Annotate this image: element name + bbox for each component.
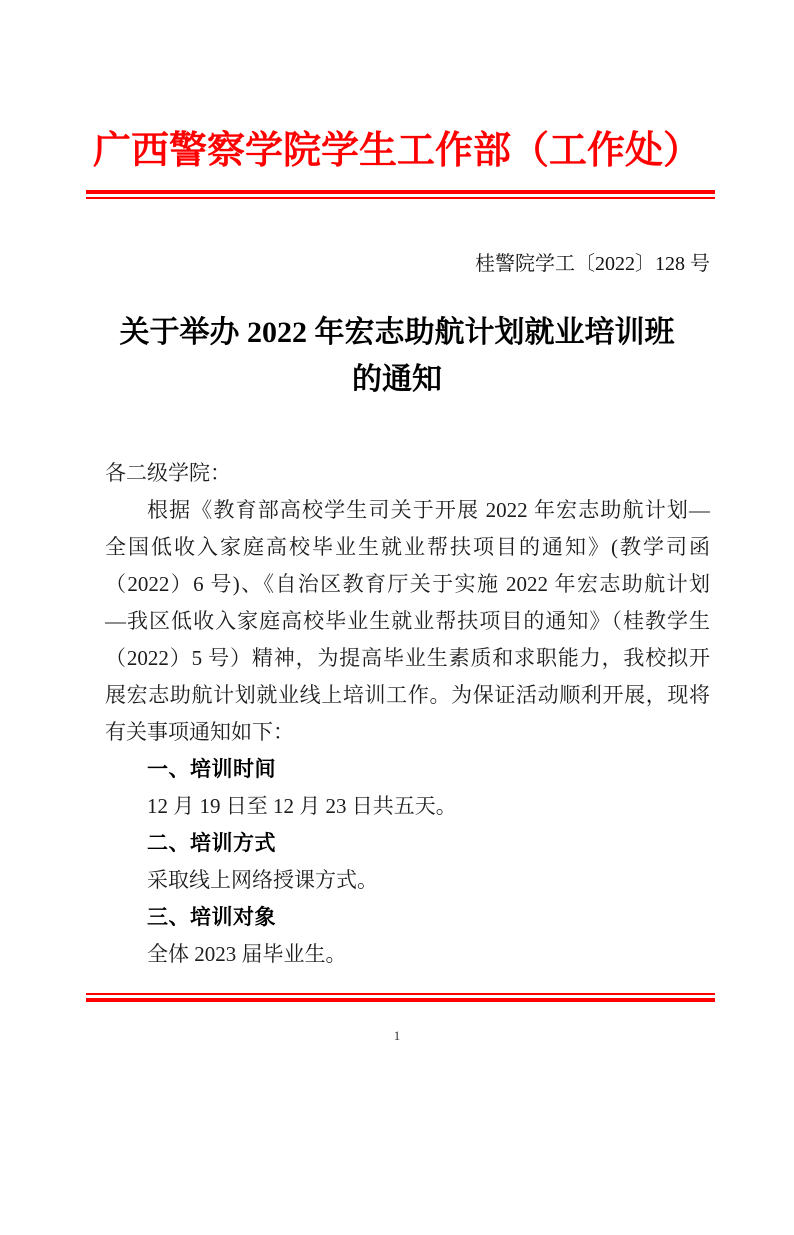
intro-paragraph-line-2: 全国低收入家庭高校毕业生就业帮扶项目的通知》(教学司函 — [105, 534, 710, 559]
notice-title-line1: 关于举办 2022 年宏志助航计划就业培训班 — [119, 315, 675, 349]
red-divider-bottom — [86, 993, 715, 1002]
intro-paragraph-line-7: 有关事项通知如下： — [105, 719, 294, 744]
red-letterhead-title: 广西警察学院学生工作部（工作处） — [92, 130, 701, 172]
intro-paragraph-line-4: —我区低收入家庭高校毕业生就业帮扶项目的通知》（桂教学生 — [105, 608, 710, 633]
heading-training-method: 二、培训方式 — [147, 831, 276, 855]
notice-body — [105, 455, 710, 973]
training-time-value: 12 月 19 日至 12 月 23 日共五天。 — [147, 793, 457, 818]
document-page — [0, 128, 794, 1235]
intro-paragraph-line-6: 展宏志助航计划就业线上培训工作。为保证活动顺利开展，现将 — [105, 682, 710, 707]
salutation: 各二级学院： — [105, 460, 231, 485]
page-number: 1 — [393, 1027, 401, 1043]
intro-paragraph-line-5: （2022）5 号）精神，为提高毕业生素质和求职能力，我校拟开 — [105, 645, 710, 670]
training-method-value: 采取线上网络授课方式。 — [147, 867, 378, 892]
heading-training-time: 一、培训时间 — [147, 757, 276, 781]
training-audience-value: 全体 2023 届毕业生。 — [147, 941, 347, 966]
document-number: 桂警院学工〔2022〕128 号 — [475, 252, 710, 275]
heading-training-audience: 三、培训对象 — [147, 905, 276, 929]
notice-title-line2: 的通知 — [352, 362, 442, 396]
red-divider-top — [86, 190, 715, 199]
intro-paragraph-line-3: （2022）6 号)、《自治区教育厅关于实施 2022 年宏志助航计划 — [105, 571, 710, 596]
intro-paragraph-line-1: 根据《教育部高校学生司关于开展 2022 年宏志助航计划— — [147, 497, 710, 522]
notice-title — [60, 309, 734, 403]
